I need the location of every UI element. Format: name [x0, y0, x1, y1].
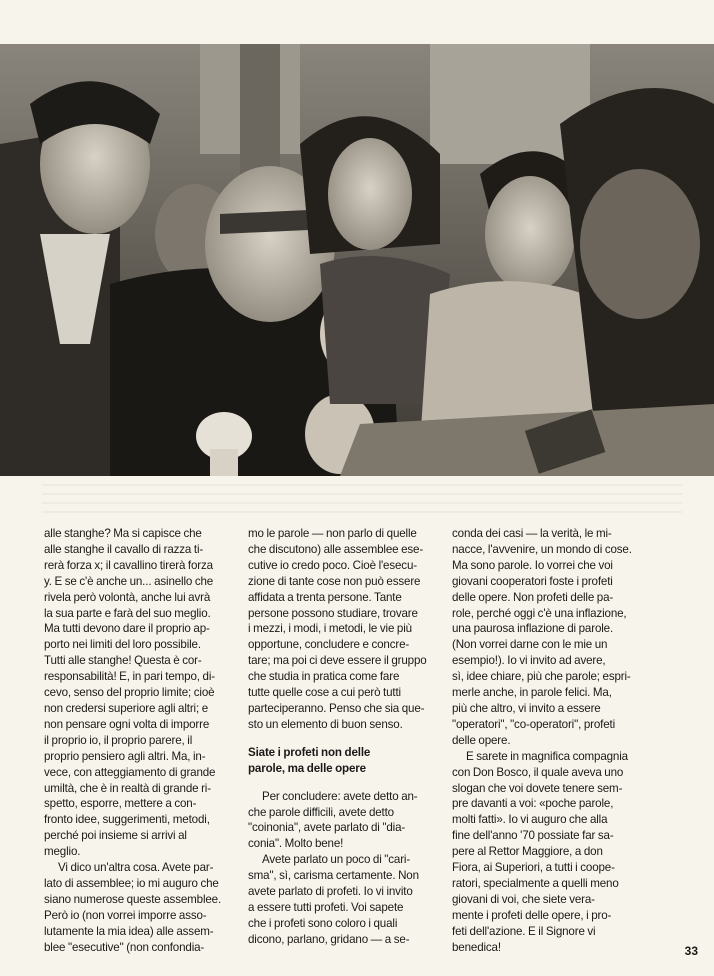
- text-line: alle stanghe il cavallo di razza ti-: [44, 542, 204, 556]
- paragraph-spacer: [248, 733, 427, 745]
- text-line: la sua parte e farà del suo meglio.: [44, 606, 211, 620]
- text-line: tutte quelle cose a cui però tutti: [248, 686, 401, 700]
- text-line: non pensare ogni volta di imporre: [44, 717, 210, 731]
- text-column-1: [44, 526, 221, 955]
- page-number: 33: [684, 944, 698, 958]
- text-line: siano numerose queste assemblee.: [44, 892, 222, 906]
- text-line: Però io (non vorrei imporre asso-: [44, 908, 207, 922]
- text-line: più che altro, vi invito a essere: [452, 701, 601, 715]
- text-line: role, perché oggi c'è una inflazione,: [452, 606, 627, 620]
- text-line: blee "esecutive" (non confondia-: [44, 940, 205, 954]
- text-line: affidata a trenta persone. Tante: [248, 590, 402, 604]
- text-line: E sarete in magnifica compagnia: [466, 749, 628, 763]
- text-line: rivela però volontà, anche lui avrà: [44, 590, 211, 604]
- text-line: giovani di voi, che siete vera-: [452, 892, 595, 906]
- text-line: il proprio io, il proprio parere, il: [44, 733, 193, 747]
- text-line: delle opere. Non profeti delle pa-: [452, 590, 614, 604]
- text-line: meglio.: [44, 845, 81, 859]
- text-line: fine dell'anno '70 possiate far sa-: [452, 829, 614, 843]
- section-heading: parole, ma delle opere: [248, 761, 366, 775]
- text-line: alle stanghe? Ma si capisce che: [44, 527, 202, 540]
- text-line: che parole difficili, avete detto: [248, 805, 394, 819]
- text-line: (Non vorrei darne con le mie un: [452, 638, 608, 652]
- text-line: Tutti alle stanghe! Questa è cor-: [44, 654, 202, 668]
- text-line: spetto, esporre, mettere a con-: [44, 797, 197, 811]
- text-line: giovani cooperatori foste i profeti: [452, 574, 613, 588]
- text-line: pre davanti a voi: «poche parole,: [452, 797, 614, 811]
- text-line: fronto idee, suggerimenti, metodi,: [44, 813, 210, 827]
- bleed-through-text: [42, 484, 682, 520]
- text-line: "operatori", "co-operatori", profeti: [452, 717, 615, 731]
- text-line: Vi dico un'altra cosa. Avete par-: [58, 861, 214, 875]
- text-line: i mezzi, i modi, i metodi, le vie più: [248, 622, 412, 636]
- text-line: responsabilità! E, in pari tempo, di-: [44, 670, 215, 684]
- text-line: dicono, parlano, gridano — a se-: [248, 932, 410, 946]
- text-line: molti fatti». Io vi auguro che alla: [452, 813, 608, 827]
- text-line: porto nei limiti del loro possibile.: [44, 638, 201, 652]
- text-line: zione di tante cose non può essere: [248, 574, 421, 588]
- text-line: che i profeti sono coloro i quali: [248, 916, 398, 930]
- text-line: non credersi superiore agli altri; e: [44, 701, 209, 715]
- text-line: parteciperanno. Penso che sia que-: [248, 701, 425, 715]
- text-line: proprio pensiero agli altri. Ma, in-: [44, 749, 206, 763]
- text-line: cutive io credo poco. Cioè l'esecu-: [248, 558, 417, 572]
- text-line: feti dell'azione. E il Signore vi: [452, 924, 596, 938]
- text-column-3: [452, 526, 632, 955]
- text-line: Ma sono parole. Io vorrei che voi: [452, 558, 613, 572]
- text-line: lato di assemblee; io mi auguro che: [44, 876, 219, 890]
- text-line: esempio!). Io vi invito ad avere,: [452, 654, 606, 668]
- text-line: rerà forza x; il cavallino tirerà forza: [44, 558, 213, 572]
- text-line: una paurosa inflazione di parole.: [452, 622, 614, 636]
- text-line: y. E se c'è anche un... asinello che: [44, 574, 214, 588]
- text-line: ratori, specialmente a quelli meno: [452, 876, 619, 890]
- text-line: Fiora, ai Superiori, a tutti i coope-: [452, 861, 615, 875]
- text-line: persone possono studiare, trovare: [248, 606, 418, 620]
- text-line: conda dei casi — la verità, le mi-: [452, 527, 612, 540]
- text-line: cevo, senso del proprio limite; cioè: [44, 686, 215, 700]
- text-line: benedica!: [452, 940, 501, 954]
- text-line: conia". Molto bene!: [248, 837, 344, 851]
- text-line: pere al Rettor Maggiore, a don: [452, 845, 603, 859]
- text-line: mente i profeti delle opere, i pro-: [452, 908, 612, 922]
- text-line: mo le parole — non parlo di quelle: [248, 527, 417, 540]
- text-line: sto un elemento di buon senso.: [248, 717, 403, 731]
- text-line: che studia in pratica come fare: [248, 670, 400, 684]
- text-line: lutamente la mia idea) alle assem-: [44, 924, 214, 938]
- text-line: che discutono) alle assemblee ese-: [248, 542, 424, 556]
- text-line: nacce, l'avvenire, un mondo di cose.: [452, 542, 632, 556]
- group-photo-icon: [0, 44, 714, 476]
- text-line: opportune, concludere e concre-: [248, 638, 410, 652]
- text-line: "coinonia", avete parlato di "dia-: [248, 821, 406, 835]
- text-line: Ma tutti devono dare il proprio ap-: [44, 622, 210, 636]
- text-line: perché poi insieme si arrivi al: [44, 829, 187, 843]
- group-photo: [0, 44, 714, 476]
- text-line: con Don Bosco, il quale aveva uno: [452, 765, 624, 779]
- text-line: Avete parlato un poco di "cari-: [262, 853, 411, 867]
- paragraph-spacer: [248, 777, 427, 789]
- text-line: delle opere.: [452, 733, 511, 747]
- text-column-2: [248, 526, 427, 948]
- text-line: vece, con atteggiamento di grande: [44, 765, 216, 779]
- text-line: a essere tutti profeti. Voi sapete: [248, 900, 404, 914]
- section-heading: Siate i profeti non delle: [248, 745, 371, 759]
- text-line: merle anche, in parole felici. Ma,: [452, 686, 612, 700]
- text-line: slogan che voi dovete tenere sem-: [452, 781, 623, 795]
- text-line: sma", sì, carisma certamente. Non: [248, 869, 419, 883]
- text-line: umiltà, che è in realtà di grande ri-: [44, 781, 211, 795]
- text-line: Per concludere: avete detto an-: [262, 789, 418, 803]
- text-line: tare; ma poi ci deve essere il gruppo: [248, 654, 427, 668]
- text-line: avete parlato di profeti. Io vi invito: [248, 885, 413, 899]
- text-line: sì, idee chiare, più che parole; espri-: [452, 670, 631, 684]
